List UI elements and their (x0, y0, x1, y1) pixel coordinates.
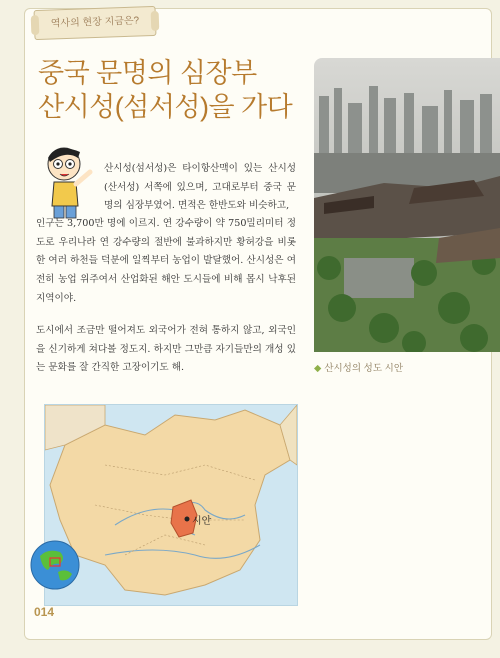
xian-label: 시안 (192, 516, 212, 527)
section-ribbon (34, 6, 157, 40)
ribbon-text: 역사의 현장 지금은? (50, 15, 140, 30)
paragraph-1-first: 산시성(섬서성)은 타이항산맥이 있는 산시성(산서성) 서쪽에 있으며, 고대로부터 중국 문명의 심장부였어. 면적은 한반도와 비슷하고, (104, 163, 296, 212)
xian-dot (185, 517, 190, 522)
china-map (44, 404, 298, 606)
globe-icon (30, 540, 80, 590)
ribbon-curl-right (151, 11, 160, 31)
paragraph-2: 도시에서 조금만 떨어져도 외국어가 전혀 통하지 않고, 외국인을 신기하게 쳐다볼 정도지. 하지만 그만큼 자기들만의 개성 있는 문화를 잘 간직한 고장이기도 해. (36, 325, 296, 374)
china-land (50, 410, 290, 595)
cartoon-narrator (36, 142, 96, 222)
page-number: 014 (34, 605, 55, 619)
page-title (38, 56, 298, 124)
paragraph-1-rest: 인구는 3,700만 명에 이르지. 연 강수량이 약 750밀리미터 정도로 우리나라 연 강수량의 절반에 불과하지만 황허강을 비롯한 여러 하천들 덕분에 일찍부터 농업이 발달했어. 산시성은 여전히 농업 위주여서 산업화된 해안 도시들에 비해 몹시 낙후된 지역이야. (36, 218, 296, 304)
title-line-2: 산시성(섬서성)을 가다 (38, 92, 293, 122)
title-line-1: 중국 문명의 심장부 (38, 58, 257, 88)
photo-caption (314, 360, 494, 374)
xian-city-photo (314, 58, 500, 352)
caption-text: 산시성의 성도 시안 (324, 363, 404, 374)
caption-triangle-icon: ◆ (314, 363, 322, 374)
ribbon-curl-left (31, 15, 40, 35)
